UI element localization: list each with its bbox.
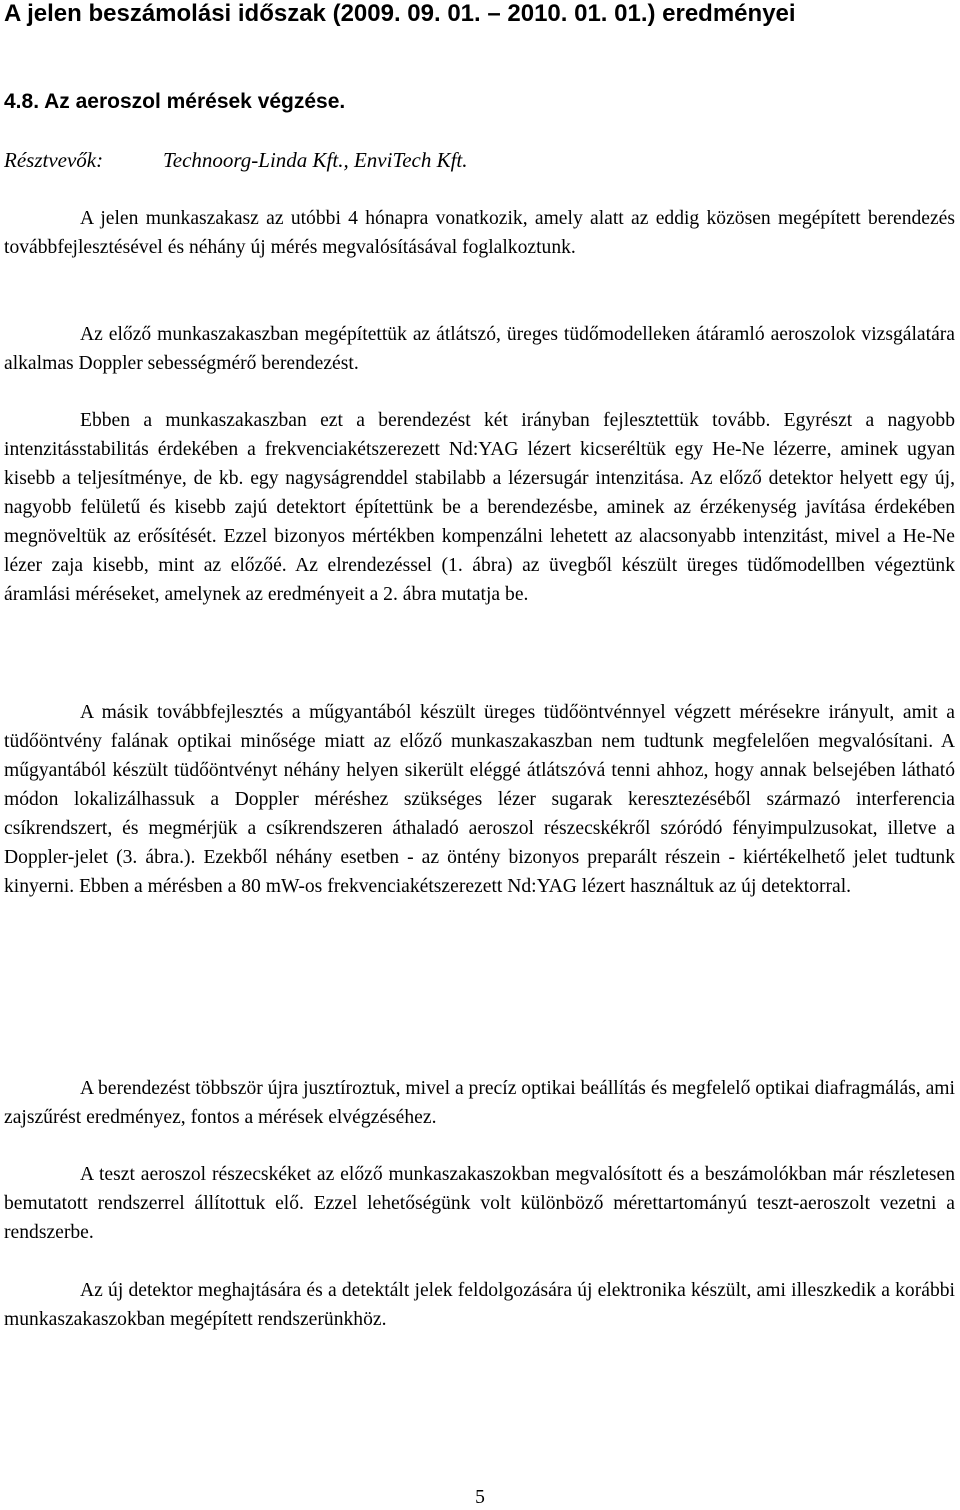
participants-label: Résztvevők: (4, 148, 104, 172)
page-number: 5 (475, 1487, 485, 1508)
body-paragraph: A jelen munkaszakasz az utóbbi 4 hónapra vonatkozik, amely alatt az eddig közösen megépített berendezés továbbfejlesztésével és néhány új mérés megvalósításával foglalkoztunk. (4, 208, 955, 258)
body-paragraph: Az előző munkaszakaszban megépítettük az átlátszó, üreges tüdőmodelleken átáramló aeroszolok vizsgálatára alkalmas Doppler sebességmérő berendezést. (4, 324, 955, 374)
paragraph-block-4 (4, 698, 955, 901)
paragraph-block-3 (4, 406, 955, 609)
body-paragraph: A teszt aeroszol részecskéket az előző munkaszakaszokban megvalósított és a beszámolókban már részletesen bemutatott rendszerrel állítottuk elő. Ezzel lehetőségünk volt különböző mérettartományú teszt-aeroszolt vezetni a rendszerbe. (4, 1164, 955, 1243)
paragraph-block-5 (4, 1074, 955, 1132)
paragraph-block-7 (4, 1276, 955, 1334)
participants-line (4, 146, 468, 174)
paragraph-block-6 (4, 1160, 955, 1247)
participants-value: Technoorg-Linda Kft., EnviTech Kft. (163, 148, 468, 172)
body-paragraph: Az új detektor meghajtására és a detektált jelek feldolgozására új elektronika készült, ami illeszkedik a korábbi munkaszakaszokban megépített rendszerünkhöz. (4, 1280, 955, 1330)
page-title: A jelen beszámolási időszak (2009. 09. 01. – 2010. 01. 01.) eredményei (4, 0, 796, 27)
body-paragraph: Ebben a munkaszakaszban ezt a berendezést két irányban fejlesztettük tovább. Egyrészt a nagyobb intenzitásstabilitás érdekében a frekvenciakétszerezett Nd:YAG lézert kicseréltük egy He-Ne lézerre, aminek ugyan kisebb a teljesítménye, de kb. egy nagyságrenddel stabilabb a lézersugár intenzitása. Az előző detektor helyett egy új, nagyobb felületű és kisebb zajú detektort építettünk be a berendezésbe, aminek az érzékenység javítása érdekében megnöveltük az erősítését. Ezzel bizonyos mértékben kompenzálni lehetett az alacsonyabb intenzitást, mivel a He-Ne lézer zaja kisebb, mint az előzőé. Az elrendezéssel (1. ábra) az üvegből készült üreges tüdőmodellben végeztünk áramlási méréseket, amelynek az eredményeit a 2. ábra mutatja be. (4, 410, 955, 605)
paragraph-block-1 (4, 204, 955, 262)
section-heading: 4.8. Az aeroszol mérések végzése. (4, 90, 346, 113)
body-paragraph: A másik továbbfejlesztés a műgyantából készült üreges tüdőöntvénnyel végzett mérésekre irányult, amit a tüdőöntvény falának optikai minősége miatt az előző munkaszakaszban nem tudtunk megfelelően megvalósítani. A műgyantából készült tüdőöntvényt néhány helyen sikerült eléggé átlátszóvá tenni ahhoz, hogy annak belsejében látható módon lokalizálhassuk a Doppler méréshez szükséges lézer sugarak keresztezéséből származó interferencia csíkrendszert, és megmérjük a csíkrendszeren áthaladó aeroszol részecskékről szóródó fényimpulzusokat, illetve a Doppler-jelet (3. ábra.). Ezekből néhány esetben - az öntény bizonyos preparált részein - kiértékelhető jelet tudtunk kinyerni. Ebben a mérésben a 80 mW-os frekvenciakétszerezett Nd:YAG lézert használtuk az új detektorral. (4, 702, 955, 897)
body-paragraph: A berendezést többször újra jusztíroztuk, mivel a precíz optikai beállítás és megfelelő optikai diafragmálás, ami zajszűrést eredményez, fontos a mérések elvégzéséhez. (4, 1078, 955, 1128)
paragraph-block-2 (4, 320, 955, 378)
